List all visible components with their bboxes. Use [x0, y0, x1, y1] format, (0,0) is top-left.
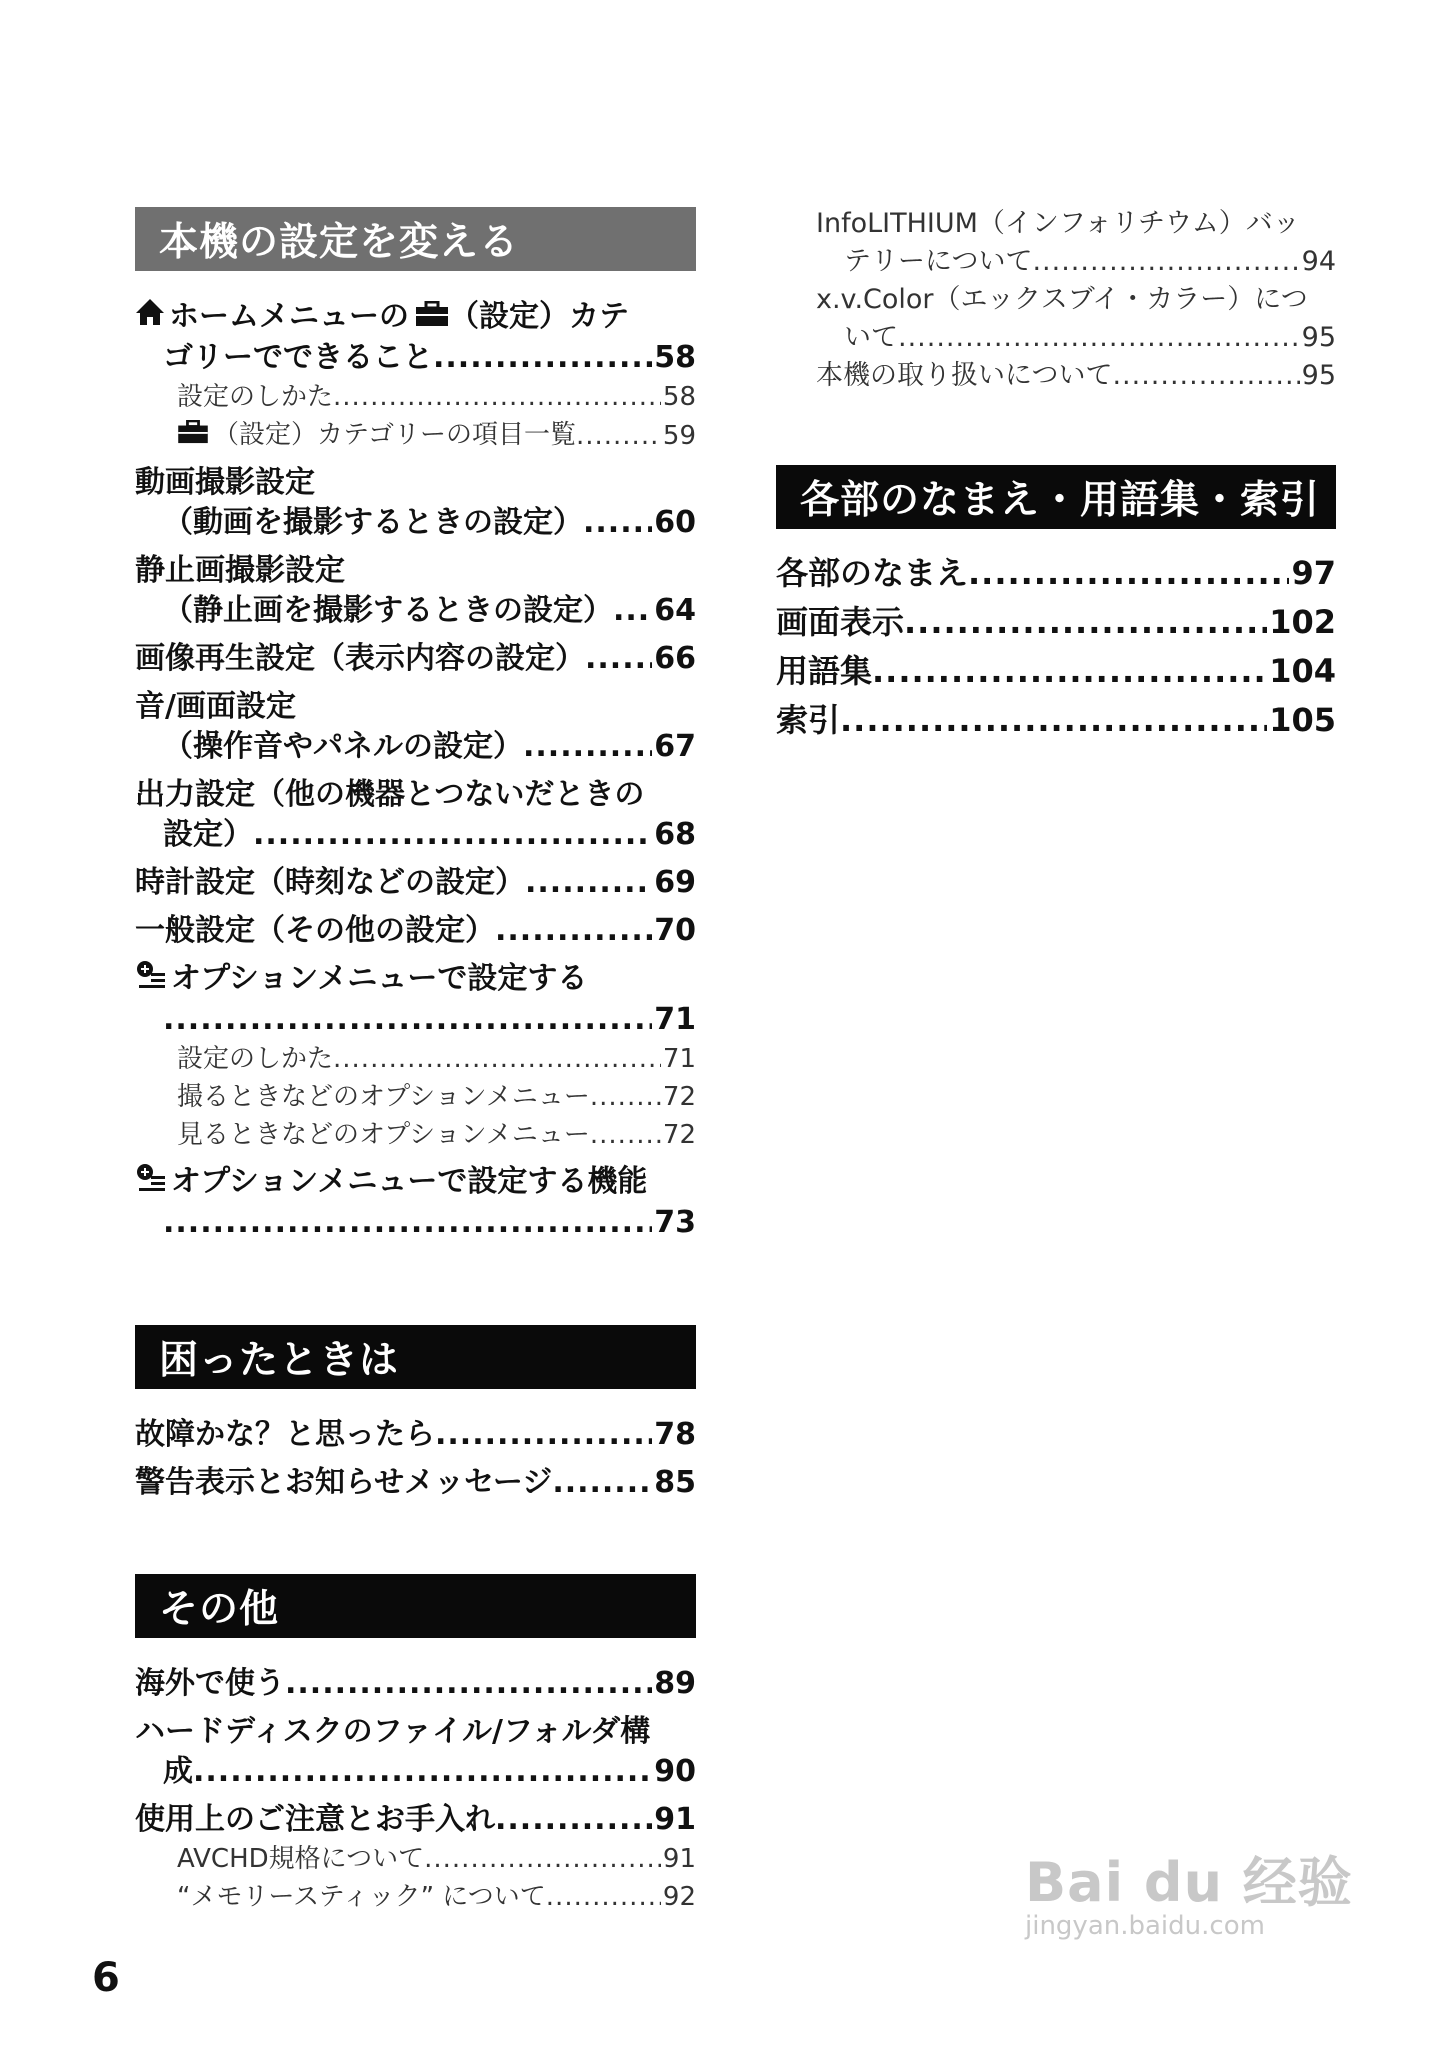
toc-sub-entry[interactable]: 本機の取り扱いについて ..... 95 — [776, 357, 1336, 395]
toc-sub-entry[interactable]: InfoLITHIUM（インフォリチウム）バッ テリーについて ..... 94 — [776, 205, 1336, 281]
toc-entry[interactable]: 静止画撮影設定 （静止画を撮影するときの設定） ..... 64 — [135, 551, 696, 631]
toc-sub-entry[interactable]: 設定のしかた ..... 58 — [135, 378, 696, 416]
toc-entry[interactable]: 各部のなまえ ..... 97 — [776, 549, 1336, 598]
toc-entry[interactable]: ハードディスクのファイル/フォルダ構 成 ..... 90 — [135, 1712, 696, 1792]
toolbox-icon — [415, 298, 449, 338]
toolbox-icon — [177, 417, 209, 455]
toc-sub-entry[interactable]: x.v.Color（エックスブイ・カラー）につ いて ..... 95 — [776, 281, 1336, 357]
toc-sub-entry[interactable]: 見るときなどのオプションメニュー ..... 72 — [135, 1116, 696, 1154]
toc-entry[interactable]: 故障かな？と思ったら ..... 78 — [135, 1415, 696, 1455]
toc-entry[interactable]: 用語集 ..... 104 — [776, 647, 1336, 696]
toc-entry[interactable]: 使用上のご注意とお手入れ ..... 91 — [135, 1800, 696, 1840]
toc-entry[interactable]: 画像再生設定（表示内容の設定） ..... 66 — [135, 639, 696, 679]
section-heading-parts-glossary-index: 各部のなまえ・用語集・索引 — [776, 465, 1336, 529]
section-heading-settings: 本機の設定を変える — [135, 207, 696, 271]
toc-entry[interactable]: 一般設定（その他の設定） ..... 70 — [135, 911, 696, 951]
toc-sub-entry[interactable]: “メモリースティック” について ..... 92 — [135, 1878, 696, 1916]
toc-entry[interactable]: 音/画面設定 （操作音やパネルの設定） ..... 67 — [135, 687, 696, 767]
section-heading-other: その他 — [135, 1574, 696, 1638]
option-menu-entry[interactable]: オプションメニューで設定する ..... 71 — [135, 959, 696, 1040]
home-menu-entry[interactable]: ホームメニューの （設定）カテ ゴリーでできること ..... 58 — [135, 297, 696, 378]
home-icon — [135, 297, 165, 338]
option-icon — [135, 959, 167, 1000]
right-column — [776, 205, 1336, 745]
option-icon — [135, 1162, 167, 1203]
toc-entry[interactable]: 索引 ..... 105 — [776, 696, 1336, 745]
watermark-url: jingyan.baidu.com — [1025, 1911, 1265, 1941]
toc-entry[interactable]: 時計設定（時刻などの設定） ..... 69 — [135, 863, 696, 903]
toc-sub-entry[interactable]: （設定）カテゴリーの項目一覧 ..... 59 — [135, 416, 696, 455]
toc-entry[interactable]: 海外で使う ..... 89 — [135, 1664, 696, 1704]
toc-sub-entry[interactable]: AVCHD規格について ..... 91 — [135, 1840, 696, 1878]
option-menu-entry[interactable]: オプションメニューで設定する機能 ..... 73 — [135, 1162, 696, 1243]
section-heading-trouble: 困ったときは — [135, 1325, 696, 1389]
toc-entry[interactable]: 出力設定（他の機器とつないだときの 設定） ..... 68 — [135, 775, 696, 855]
left-column — [135, 207, 696, 1916]
page-number: 6 — [92, 1955, 120, 2001]
toc-entry[interactable]: 画面表示 ..... 102 — [776, 598, 1336, 647]
watermark-logo: Bai du 经验 — [1025, 1851, 1353, 1914]
toc-entry[interactable]: 警告表示とお知らせメッセージ ..... 85 — [135, 1463, 696, 1503]
toc-entry[interactable]: 動画撮影設定 （動画を撮影するときの設定） ..... 60 — [135, 463, 696, 543]
toc-sub-entry[interactable]: 撮るときなどのオプションメニュー ..... 72 — [135, 1078, 696, 1116]
toc-sub-entry[interactable]: 設定のしかた ..... 71 — [135, 1040, 696, 1078]
watermark — [1025, 1840, 1353, 1941]
